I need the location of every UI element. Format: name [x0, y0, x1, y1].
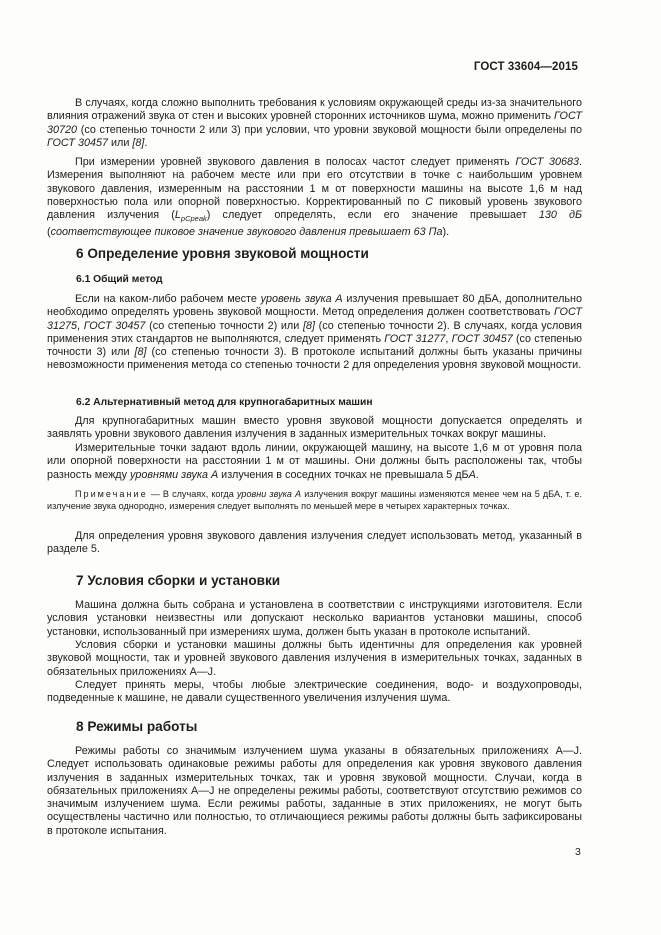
threshold-value: 130 дБ: [538, 209, 583, 222]
italic-term: уровнями звука A: [130, 468, 219, 481]
standard-reference: ГОСТ 30457: [83, 319, 146, 332]
section-6-2-heading: 6.2 Альтернативный метод для крупногабаритных машин: [76, 397, 373, 408]
text: .: [475, 468, 479, 481]
text: Если на каком-либо рабочем месте: [75, 293, 261, 305]
text: — В случаях, когда: [147, 489, 237, 499]
italic-unit: А: [468, 468, 476, 481]
text: В случаях, когда сложно выполнить требования к условиям окружающей среды из-за значительного влияния отражений звука от стен и высоких уровней сторонних источников шума, можно применить: [47, 97, 582, 123]
section-6-note: [47, 489, 582, 513]
symbol-lpcpeak: [174, 209, 207, 224]
text: Измерительные точки задают вдоль линии, окружающей машину, на высоте 1,6 м от уровня пола или опорной поверхности на расстоянии 1 м от машины. Они должны быть расположены так, чтобы разность между: [47, 442, 582, 481]
text: (со степенью точности 2) или: [145, 319, 303, 332]
bibliography-reference: [8]: [132, 136, 145, 149]
italic-note: соответствующее пиковое значение звукового давления превышает 63 Па: [50, 225, 443, 238]
text: ,: [445, 332, 452, 345]
standard-reference: ГОСТ 30457: [47, 136, 108, 149]
text: (со степенью точности 2 или 3) при условии, что уровни звуковой мощности были определены по: [77, 123, 582, 136]
section-6-1-paragraph: [47, 293, 582, 373]
text: (: [47, 225, 51, 238]
standard-reference: ГОСТ 30720: [47, 110, 582, 136]
text: или: [107, 136, 133, 149]
standard-reference: ГОСТ 30457: [451, 332, 513, 345]
section-6-2-paragraph-1: Для крупногабаритных машин вместо уровня звуковой мощности допускается определять и заявлять уровни звукового давления излучения в заданных измерительных точках вокруг машины.: [47, 415, 582, 441]
section-6-2-paragraph-3: Для определения уровня звукового давления излучения следует использовать метод, указанный в разделе 5.: [47, 530, 582, 556]
standard-header: ГОСТ 33604—2015: [473, 61, 578, 73]
text: ) следует определять, если его значение превышает: [206, 209, 539, 222]
italic-term: уровень звука A: [260, 293, 343, 305]
symbol: L: [174, 209, 181, 222]
text: . Измерения выполняют на рабочем месте или при его отсутствии в точке с наибольшим уровнем звукового давления, измеренным на расстоянии 1 м от поверхности машины на высоте 1,6 м над поверхностью пола или опорной поверхностью. Корректированный по: [47, 156, 582, 208]
bibliography-reference: [8]: [302, 319, 315, 332]
section-7-paragraph-2: Условия сборки и установки машины должны быть идентичны для определения как уровней звуковой мощности, так и уровней звукового давления излучения в измерительных точках, заданных в обязательных приложениях А—J.: [47, 639, 582, 678]
standard-reference: ГОСТ 31275: [47, 306, 582, 332]
text: При измерении уровней звукового давления в полосах частот следует применять: [75, 156, 516, 168]
intro-paragraph-1: [47, 97, 582, 150]
section-8-heading: 8 Режимы работы: [76, 719, 198, 734]
standard-reference: ГОСТ 31277: [384, 332, 446, 345]
text: (со степенью точности 3). В протоколе испытаний должны быть указаны причины невозможности применения метода со степенью точности 2 для определения уровня звуковой мощности.: [47, 346, 582, 372]
section-6-2-paragraph-2: [47, 442, 582, 482]
section-7-paragraph-1: Машина должна быть собрана и установлена в соответствии с инструкциями изготовителя. Если условия установки неизвестны или допускают несколько вариантов установки машины, способ установки, использованный при измерениях шума, должен быть указан в протоколе испытаний.: [47, 599, 582, 638]
section-7-paragraph-3: Следует принять меры, чтобы любые электрические соединения, водо- и воздухопроводы, подведенные к машине, не давали существенного увеличения излучения шума.: [47, 679, 582, 705]
text: излучения вокруг машины изменяются менее чем на 5 дБА, т. е. излучение звука однородно, измерения следует выполнять по меньшей мере в четырех характерных точках.: [47, 489, 582, 511]
text: (со степенью точности 3) или: [47, 332, 583, 359]
text: .: [144, 136, 148, 149]
section-6-1-heading: 6.1 Общий метод: [76, 274, 163, 285]
section-6-heading: 6 Определение уровня звуковой мощности: [76, 246, 369, 261]
note-label: Примечание: [75, 489, 148, 499]
section-7-heading: 7 Условия сборки и установки: [76, 573, 281, 588]
text: пиковый уровень звукового давления излучения (: [47, 195, 582, 222]
text: излучения превышает 80 дБА, дополнительно необходимо определять уровень звуковой мощности. Метод определения должен соответствовать: [47, 293, 582, 319]
correction-letter: C: [425, 195, 434, 208]
section-8-paragraph-1: Режимы работы со значимым излучением шума указаны в обязательных приложениях А—J. Следует использовать одинаковые режимы работы для определения как уровня звукового давления излучения в заданных измерительных точках, так и уровня звуковой мощности. Случаи, когда в обязательных приложениях А—J не определены режимы работы, соответствуют отсутствию режимов со значимым излучением шума. Если режимы работы, заданные в этих приложениях, не могут быть осуществлены частично или полностью, то отличающиеся режимы работы должны быть зафиксированы в протоколе испытания.: [47, 745, 582, 837]
text: (со степенью точности 2). В случаях, когда условия применения этих стандартов не выполняются, следует применять: [47, 319, 583, 345]
text: ,: [77, 319, 84, 332]
italic-term: уровни звука A: [236, 489, 302, 499]
intro-paragraph-2: [47, 156, 582, 239]
symbol-subscript: pCpeak: [180, 214, 207, 224]
bibliography-reference: [8]: [134, 346, 147, 359]
text: ).: [442, 225, 450, 238]
text: излучения в соседних точках не превышала 5 дБ: [218, 468, 469, 481]
standard-reference: ГОСТ 30683: [515, 156, 579, 168]
page-number: 3: [575, 846, 581, 858]
